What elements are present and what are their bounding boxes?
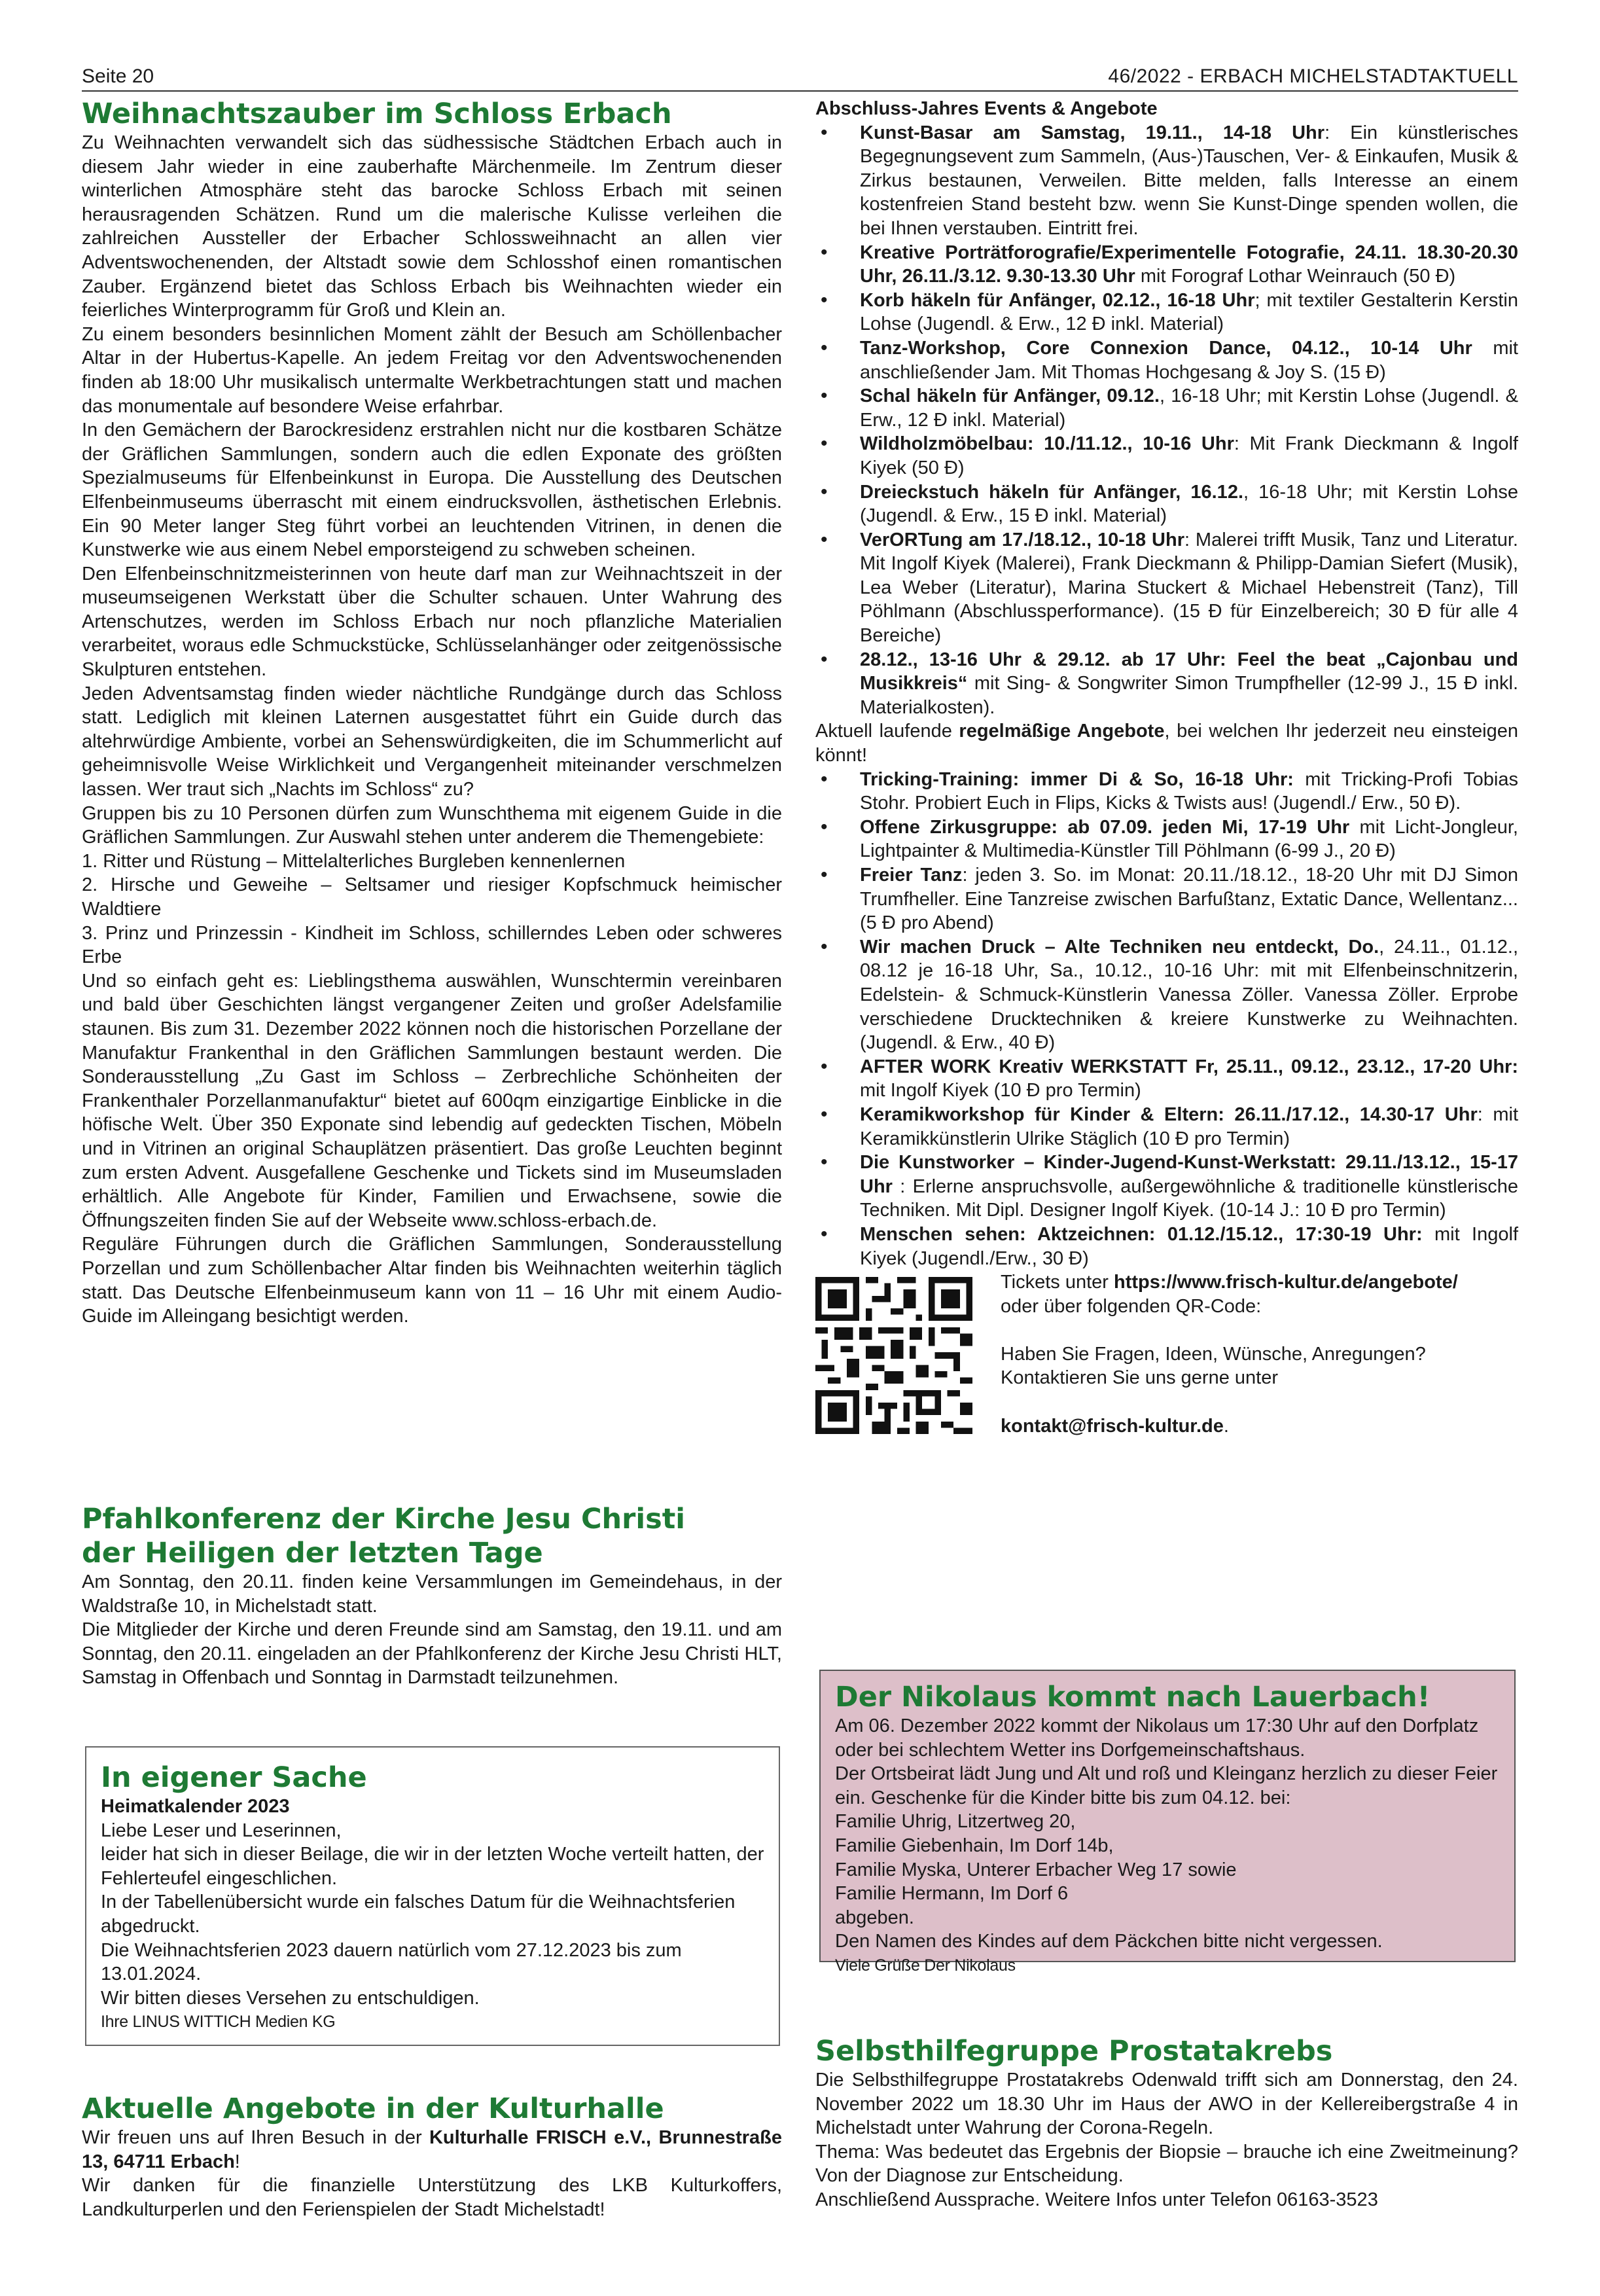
event-text: : Ein künstlerisches Begegnungsevent zum Sammeln, (Aus-)Tauschen, Ver- & Einkaufen, Musik & Zirkus bestaunen, Verweilen. Bitte melden, falls Interesse an einem kostenfreien Stand besteht bzw. wenn Sie Kunst-Dinge spenden wollen, die bei Ihnen verstauben. Eintritt frei. [860,122,1519,239]
box-body [835,1714,1501,1977]
event-text: mit Tricking-Profi Tobias Stohr. Probiert Euch in Flips, Kicks & Twists aus! (Jugendl./ Erw., 50 Ð). [860,768,1518,814]
signature: Viele Grüße Der Nikolaus [835,1956,1016,1975]
events-list [815,121,1518,720]
tickets-line [1001,1270,1518,1295]
list-item: 1. Ritter und Rüstung – Mittelalterliches Burgleben kennenlernen [82,850,626,872]
regular-intro [815,719,1518,767]
list-item [815,528,1518,648]
list-item [815,768,1518,816]
event-title: Wir machen Druck – Alte Techniken neu entdeckt, Do. [860,936,1379,958]
article-title: Selbsthilfegruppe Prostatakrebs [815,2035,1333,2068]
paragraph: Reguläre Führungen durch die Gräflichen Sammlungen, Sonderausstellung Porzellan und zum Schöllenbacher Altar finden bis Weihnachten weiterhin täglich statt. Das Deutsche Elfenbeinmuseum kann von 11 – 16 Uhr mit einem Audio-Guide im Alleingang besichtigt werden. [82,1234,782,1327]
article-body [82,2126,782,2221]
regular-events-list [815,768,1518,1270]
box-body [101,1795,764,2034]
event-title: Keramikworkshop für Kinder & Eltern: 26.11./17.12., 14.30-17 Uhr [860,1103,1478,1125]
event-text: , 16-18 Uhr; mit Kerstin Lohse (Jugendl. & Erw., 15 Ð inkl. Material) [860,481,1518,527]
title-line: Pfahlkonferenz der Kirche Jesu Christi [82,1503,686,1535]
list-item [815,935,1518,1055]
qr-area [815,1270,1518,1473]
event-text: mit Forograf Lothar Weinrauch (50 Ð) [1135,266,1456,287]
article-body [82,1570,782,1690]
title-line: der Heiligen der letzten Tage [82,1537,543,1570]
event-title: Schal häkeln für Anfänger, 09.12. [860,386,1160,407]
event-text: : Malerei trifft Musik, Tanz und Literatur. Mit Ingolf Kiyek (Malerei), Frank Dieckmann & Philipp-Damian Siefert (Musik), Lea Weber (Literatur), Marina Stuckert & Michael Hebenstreit (Tanz), Till Pöhlmann (Abschlussperformance). (15 Ð für Einzelbereich; 30 Ð für alle 4 Bereiche) [860,529,1518,647]
list-item [815,648,1518,720]
line: Familie Myska, Unterer Erbacher Weg 17 sowie [835,1859,1237,1880]
line: Familie Giebenhain, Im Dorf 14b, [835,1835,1114,1856]
list-item [815,863,1518,935]
events-section [815,97,1518,1473]
paragraph: Anschließend Aussprache. Weitere Infos unter Telefon 06163-3523 [815,2189,1378,2210]
line: Den Namen des Kindes auf dem Päckchen bitte nicht vergessen. [835,1931,1383,1952]
list-item [815,1223,1518,1270]
article-title: Aktuelle Angebote in der Kulturhalle [82,2092,664,2125]
event-title: VerORTung am 17./18.12., 10-18 Uhr [860,529,1184,550]
article-title: Der Nikolaus kommt nach Lauerbach! [835,1681,1431,1713]
list-item [815,816,1518,863]
article-title: In eigener Sache [101,1761,367,1794]
list-item [815,1151,1518,1223]
event-text: mit anschließender Jam. Mit Thomas Hochgesang & Joy S. (15 Ð) [860,337,1518,383]
left-column [82,97,782,2220]
event-title: 28.12., 13-16 Uhr & 29.12. ab 17 Uhr: Feel the beat „Cajonbau und Musikkreis“ [860,649,1518,694]
paragraph: Die Mitglieder der Kirche und deren Freunde sind am Samstag, den 19.11. und am Sonntag, den 20.11. eingeladen an der Pfahlkonferenz der Kirche Jesu Christi HLT, Samstag in Offenbach und Sonntag in Darmstadt teilzunehmen. [82,1619,782,1689]
paragraph: Jeden Adventsamstag finden wieder nächtliche Rundgänge durch das Schloss statt. Lediglich mit kleinen Laternen ausgestattet führt ein Guide durch das altehrwürdige Ambiente, vorbei an Sehenswürdigkeiten, die im Schummerlicht auf geheimnisvolle Weise Wirklichkeit und Vergangenheit miteinander verschmelzen lassen. Wer traut sich „Nachts im Schloss“ zu? [82,683,782,800]
article-title [82,1502,782,1570]
line: Familie Hermann, Im Dorf 6 [835,1883,1069,1905]
text: Tickets unter [1001,1272,1114,1293]
line: Liebe Leser und Leserinnen, [101,1820,342,1841]
text: ! [234,2151,240,2172]
events-heading: Abschluss-Jahres Events & Angebote [815,98,1158,119]
event-text: : mit Keramikkünstlerin Ulrike Stäglich (10 Ð pro Termin) [860,1103,1518,1149]
event-title: Freier Tanz [860,865,963,886]
text-bold: regelmäßige Angebote [959,721,1165,742]
qr-code-icon[interactable] [815,1277,972,1434]
line: Wir bitten dieses Versehen zu entschuldigen. [101,1987,480,2009]
tickets-qr-line: oder über folgenden QR-Code: [1001,1295,1262,1317]
paragraph: Wir danken für die finanzielle Unterstützung des LKB Kulturkoffers, Landkulturperlen und den Ferienspielen der Stadt Michelstadt! [82,2175,782,2220]
tickets-link[interactable]: https://www.frisch-kultur.de/angebote/ [1113,1272,1458,1293]
list-item [815,336,1518,384]
paragraph: Thema: Was bedeutet das Ergebnis der Biopsie – brauche ich eine Zweitmeinung? Von der Diagnose zur Entscheidung. [815,2141,1518,2187]
list-item [815,432,1518,480]
line: In der Tabellenübersicht wurde ein falsches Datum für die Weihnachtsferien abgedruckt. [101,1892,736,1937]
list-item [815,241,1518,289]
page-number: Seite 20 [82,65,154,87]
event-title: AFTER WORK Kreativ WERKSTATT Fr, 25.11., 09.12., 23.12., 17-20 Uhr: [860,1056,1518,1077]
event-title: Korb häkeln für Anfänger, 02.12., 16-18 Uhr [860,289,1255,311]
article-prostata [815,2034,1518,2212]
event-title: Tanz-Workshop, Core Connexion Dance, 04.12., 10-14 Uhr [860,337,1472,359]
article-pfahlkonferenz [82,1502,782,1690]
event-title: Tricking-Training: immer Di & So, 16-18 Uhr: [860,768,1294,790]
paragraph: Am Sonntag, den 20.11. finden keine Versammlungen im Gemeindehaus, in der Waldstraße 10, in Michelstadt statt. [82,1571,782,1617]
line: Familie Uhrig, Litzertweg 20, [835,1811,1076,1833]
event-text: : jeden 3. So. im Monat: 20.11./18.12., 18-20 Uhr mit DJ Simon Trumfheller. Eine Tanzreise zwischen Barfußtanz, Extatic Dance, Wellentanz... (5 Ð pro Abend) [860,865,1519,934]
list-item: 2. Hirsche und Geweihe – Seltsamer und riesiger Kopfschmuck heimischer Waldtiere [82,874,782,920]
list-item: 3. Prinz und Prinzessin - Kindheit im Schloss, schillerndes Leben oder schweres Erbe [82,922,782,968]
event-title: Offene Zirkusgruppe: ab 07.09. jeden Mi, 17-19 Uhr [860,816,1350,838]
text: . [1223,1415,1229,1437]
event-title: Kreative Porträtforografie/Experimentelle Fotografie, 24.11. 18.30-20.30 Uhr, 26.11./3.12. 9.30-13.30 Uhr [860,242,1518,287]
box-nikolaus [819,1670,1516,1975]
line: Die Weihnachtsferien 2023 dauern natürlich vom 27.12.2023 bis zum 13.01.2024. [101,1939,682,1985]
event-text: ; mit textiler Gestalterin Kerstin Lohse (Jugendl. & Erw., 12 Ð inkl. Material) [860,289,1519,335]
paragraph: Gruppen bis zu 10 Personen dürfen zum Wunschthema mit eigenem Guide in die Gräflichen Sammlungen. Zur Auswahl stehen unter anderem die Themengebiete: [82,802,782,848]
paragraph [82,2126,782,2174]
line: abgeben. [835,1907,914,1928]
event-text: mit Ingolf Kiyek (Jugendl./Erw., 30 Ð) [860,1223,1518,1269]
paragraph: In den Gemächern der Barockresidenz erstrahlen nicht nur die kostbaren Schätze der Gräflichen Sammlungen, sondern auch die edlen Exponate des größten Spezialmuseums für Elfenbeinkunst in Europa. Die Ausstellung des Deutschen Elfenbeinmuseums überrascht mit einem eindrucksvollen, ästhetischen Erlebnis. Ein 90 Meter langer Steg führt vorbei an leuchtenden Vitrinen, in denen die Kunstwerke wie aus einem Nebel emporsteigend zu schweben scheinen. [82,420,782,561]
list-item [815,289,1518,336]
event-text: : Mit Frank Dieckmann & Ingolf Kiyek (50 Ð) [860,433,1518,478]
line: Der Ortsbeirat lädt Jung und Alt und roß und Kleinganz herzlich zu dieser Feier ein. Geschenke für die Kinder bitte bis zum 04.12. bei: [835,1763,1498,1808]
paragraph: Den Elfenbeinschnitzmeisterinnen von heute darf man zur Weihnachtszeit in der museumseigenen Werkstatt über die Schulter schauen. Unter Wahrung des Artenschutzes, werden im Schloss Erbach nur noch pflanzliche Materialien verarbeitet, woraus edle Schmuckstücke, Schlüsselanhänger oder zeitgenössische Skulpturen entstehen. [82,563,782,681]
event-text: , 16-18 Uhr; mit Kerstin Lohse (Jugendl. & Erw., 12 Ð inkl. Material) [860,386,1518,431]
qr-text [1001,1270,1518,1438]
article-weihnachtszauber [82,97,782,1329]
box-eigene-sache [85,1746,780,2046]
questions-line: Haben Sie Fragen, Ideen, Wünsche, Anregungen? Kontaktieren Sie uns gerne unter [1001,1343,1426,1389]
address: Kulturhalle FRISCH e.V., Brunnestraße 13, 64711 Erbach [82,2127,782,2172]
right-column [815,97,1519,2210]
email-line [1001,1414,1518,1439]
page-header [82,63,1518,92]
event-text: mit Sing- & Songwriter Simon Trumpfheller (12-99 J., 15 Ð inkl. Materialkosten). [860,673,1518,718]
line: Am 06. Dezember 2022 kommt der Nikolaus um 17:30 Uhr auf den Dorfplatz oder bei schlechtem Wetter ins Dorfgemeinschaftshaus. [835,1715,1479,1761]
event-title: Kunst-Basar am Samstag, 19.11., 14-18 Uhr [860,122,1325,143]
list-item [815,384,1518,432]
paragraph: Zu einem besonders besinnlichen Moment zählt der Besuch am Schöllenbacher Altar in der Hubertus-Kapelle. An jedem Freitag vor den Adventswochenenden finden ab 18:00 Uhr musikalisch untermalte Werkbetrachtungen statt und machen das monumentale auf besondere Weise erfahrbar. [82,323,782,417]
spacer [1001,1390,1518,1414]
article-title: Weihnachtszauber im Schloss Erbach [82,98,672,130]
email-link[interactable]: kontakt@frisch-kultur.de [1001,1415,1224,1437]
spacer [1001,1318,1518,1342]
signature: Ihre LINUS WITTICH Medien KG [101,2013,336,2032]
paragraph: Die Selbsthilfegruppe Prostatakrebs Odenwald trifft sich am Donnerstag, den 24. November 2022 um 18.30 Uhr im Haus der AWO in der Kellereibergstraße 4 in Michelstadt unter Wahrung der Corona-Regeln. [815,2070,1518,2139]
event-title: Die Kunstworker – Kinder-Jugend-Kunst-Werkstatt: 29.11./13.12., 15-17 Uhr [860,1152,1518,1197]
article-body [815,2068,1518,2212]
event-text: , 24.11., 01.12., 08.12 je 16-18 Uhr, Sa., 10.12., 10-16 Uhr: mit mit Elfenbeinschnitzerin, Edelstein- & Schmuck-Künstlerin Vanessa Zöller. Vanessa Zöller. Erprobe verschiedene Drucktechniken & kreiere Kunstwerke zu Weihnachten. (Jugendl. & Erw., 40 Ð) [860,936,1518,1054]
issue-label: 46/2022 - ERBACH MICHELSTADTAKTUELL [1108,65,1518,87]
text: Wir freuen uns auf Ihren Besuch in der [82,2127,429,2148]
list-item [815,1055,1518,1103]
line: leider hat sich in dieser Beilage, die wir in der letzten Woche verteilt hatten, der Fehlerteufel eingeschlichen. [101,1844,764,1889]
event-text: mit Ingolf Kiyek (10 Ð pro Termin) [860,1080,1141,1102]
event-title: Wildholzmöbelbau: 10./11.12., 10-16 Uhr [860,433,1234,455]
paragraph: Zu Weihnachten verwandelt sich das südhessische Städtchen Erbach auch in diesem Jahr wieder in eine zauberhafte Märchenmeile. Im Zentrum dieser winterlichen Atmosphäre steht das barocke Schloss Erbach mit seinen herausragenden Schätzen. Rund um die malerische Kulisse verleihen die zahlreichen Aussteller der Erbacher Schlossweihnacht an allen vier Adventswochenenden, der Altstadt sowie dem Schlosshof einen romantischen Zauber. Ergänzend bietet das Schloss Erbach bis Weihnachten wieder ein feierliches Winterprogramm für Groß und Klein an. [82,132,782,321]
event-text: mit Licht-Jongleur, Lightpainter & Multimedia-Künstler Till Pöhlmann (6-99 J., 20 Ð) [860,816,1518,862]
text: Aktuell laufende [815,721,959,742]
list-item [815,1103,1518,1151]
event-title: Dreieckstuch häkeln für Anfänger, 16.12. [860,481,1243,503]
text: , bei welchen Ihr jederzeit neu einsteigen könnt! [815,721,1518,766]
article-kulturhalle [82,2092,782,2221]
paragraph: Und so einfach geht es: Lieblingsthema auswählen, Wunschtermin vereinbaren und bald über Geschichten längst vergangener Zeiten und großer Adelsfamilie staunen. Bis zum 31. Dezember 2022 können noch die historischen Porzellane der Manufaktur Frankenthal in den Gräflichen Sammlungen bestaunt werden. Die Sonderausstellung „Zu Gast im Schloss – Zerbrechliche Schönheiten der Frankenthaler Porzellanmanufaktur“ bietet auf 600qm einzigartige Einblicke in die höfische Welt. Über 350 Exponate sind lebendig auf gedeckten Tischen, Möbeln und in Vitrinen an original Schauplätzen präsentiert. Das große Leuchten beginnt zum ersten Advent. Ausgefallene Geschenke und Tickets sind im Museumsladen erhältlich. Alle Angebote für Kinder, Familien und Erwachsene, sowie die Öffnungszeiten finden Sie auf der Webseite www.schloss-erbach.de. [82,970,782,1231]
event-text: : Erlerne anspruchsvolle, außergewöhnliche & traditionelle künstlerische Techniken. Mit Dipl. Designer Ingolf Kiyek. (10-14 J.: 10 Ð pro Termin) [860,1175,1518,1221]
article-body [82,131,782,1329]
event-title: Menschen sehen: Aktzeichnen: 01.12./15.12., 17:30-19 Uhr: [860,1223,1423,1245]
subtitle: Heimatkalender 2023 [101,1796,290,1817]
list-item [815,480,1518,528]
list-item [815,121,1518,241]
